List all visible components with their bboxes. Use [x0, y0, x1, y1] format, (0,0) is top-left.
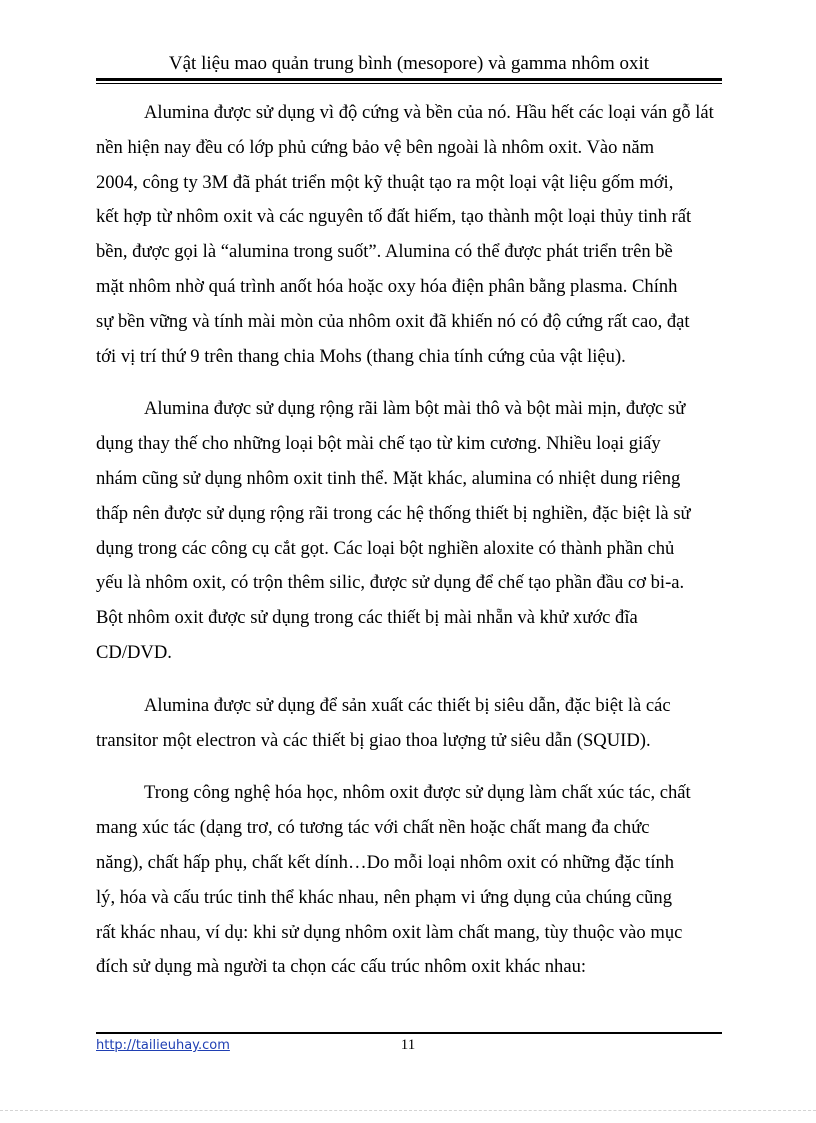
running-header: Vật liệu mao quản trung bình (mesopore) và gamma nhôm oxit: [168, 53, 650, 74]
paragraph-3: Alumina được sử dụng để sản xuất các thiết bị siêu dẫn, đặc biệt là các transitor một electron và các thiết bị giao thoa lượng tử siêu dẫn (SQUID).: [96, 694, 671, 751]
header-rule-thin: [96, 83, 722, 84]
footer-rule: [96, 1032, 722, 1034]
paragraph-4: Trong công nghệ hóa học, nhôm oxit được sử dụng làm chất xúc tác, chất mang xúc tác (dạng trơ, có tương tác với chất nền hoặc chất mang đa chức năng), chất hấp phụ, chất kết dính…Do mỗi loại nhôm oxit có những đặc tính lý, hóa và cấu trúc tinh thể khác nhau, nên phạm vi ứng dụng của chúng cũng rất khác nhau, ví dụ: khi sử dụng nhôm oxit làm chất mang, tùy thuộc vào mục đích sử dụng mà người ta chọn các cấu trúc nhôm oxit khác nhau:: [96, 782, 691, 978]
paragraph-2: Alumina được sử dụng rộng rãi làm bột mài thô và bột mài mịn, được sử dụng thay thế cho những loại bột mài chế tạo từ kim cương. Nhiều loại giấy nhám cũng sử dụng nhôm oxit tinh thể. Mặt khác, alumina có nhiệt dung riêng thấp nên được sử dụng rộng rãi trong các hệ thống thiết bị nghiền, đặc biệt là sử dụng trong các công cụ cắt gọt. Các loại bột nghiền aloxite có thành phần chủ yếu là nhôm oxit, có trộn thêm silic, được sử dụng để chế tạo phần đầu cơ bi-a. Bột nhôm oxit được sử dụng trong các thiết bị mài nhẵn và khử xước đĩa CD/DVD.: [96, 398, 691, 663]
footer-link[interactable]: http://tailieuhay.com: [96, 1038, 230, 1053]
body-text: [96, 96, 722, 985]
header-rule-thick: [96, 78, 722, 81]
paragraph-1: Alumina được sử dụng vì độ cứng và bền của nó. Hầu hết các loại ván gỗ lát nền hiện nay đều có lớp phủ cứng bảo vệ bên ngoài là nhôm oxit. Vào năm 2004, công ty 3M đã phát triển một kỹ thuật tạo ra một loại vật liệu gốm mới, kết hợp từ nhôm oxit và các nguyên tố đất hiếm, tạo thành một loại thủy tinh rất bền, được gọi là “alumina trong suốt”. Alumina có thể được phát triển trên bề mặt nhôm nhờ quá trình anốt hóa hoặc oxy hóa điện phân bằng plasma. Chính sự bền vững và tính mài mòn của nhôm oxit đã khiến nó có độ cứng rất cao, đạt tới vị trí thứ 9 trên thang chia Mohs (thang chia tính cứng của vật liệu).: [96, 102, 714, 367]
page-number: 11: [400, 1037, 416, 1053]
page-edge-divider: [0, 1110, 816, 1111]
